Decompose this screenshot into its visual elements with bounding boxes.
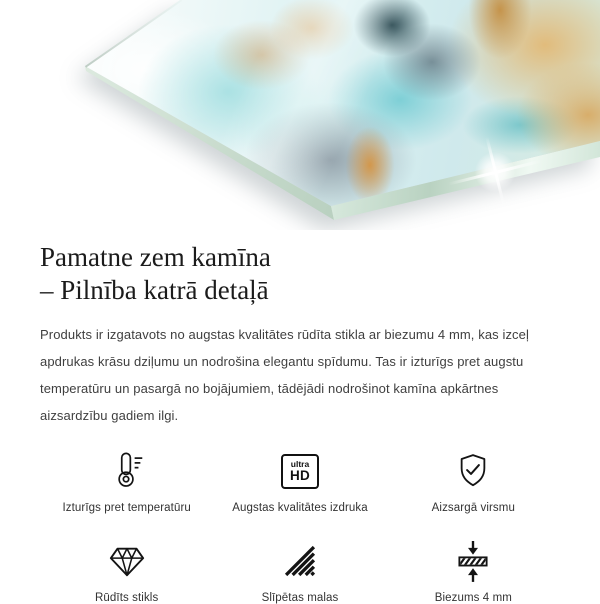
feature-polished-edges	[213, 539, 386, 604]
beveled-edges-icon	[282, 539, 318, 583]
diamond-icon-svg	[105, 542, 149, 580]
feature-label: Biezums 4 mm	[434, 592, 512, 604]
page-title-line2: – Pilnība katrā detaļā	[40, 275, 269, 305]
page-title	[40, 241, 560, 307]
feature-thickness	[387, 539, 560, 604]
feature-label: Augstas kvalitātes izdruka	[232, 502, 368, 514]
ultra-hd-icon	[281, 449, 319, 493]
hero-product-image	[0, 0, 600, 230]
thickness-icon-svg	[453, 539, 493, 583]
feature-label: Aizsargā virsmu	[431, 502, 515, 514]
feature-label: Rūdīts stikls	[95, 592, 159, 604]
feature-label: Slīpētas malas	[261, 592, 339, 604]
shield-check-icon-svg	[453, 451, 493, 491]
product-description: Produkts ir izgatavots no augstas kvalitātes rūdīta stikla ar biezumu 4 mm, kas izceļ apdrukas krāsu dziļumu un nodrošina elegantu spīdumu. Tas ir izturīgs pret augstu temperatūru un pasargā no bojājumiem, tādējādi nodrošinot kamīna apkārtnes aizsardzību gadiem ilgi.	[40, 327, 529, 423]
ultra-hd-icon-text-top: ultra	[290, 459, 310, 469]
feature-print-quality	[213, 449, 386, 514]
diamond-icon	[105, 539, 149, 583]
beveled-edges-icon-svg	[282, 543, 318, 579]
shield-check-icon	[453, 449, 493, 493]
thermometer-icon	[106, 449, 148, 493]
ultra-hd-icon-text-bottom: HD	[290, 468, 310, 483]
feature-surface-protection	[387, 449, 560, 514]
features-grid	[40, 449, 560, 604]
thermometer-icon-svg	[106, 450, 148, 492]
feature-temperature	[40, 449, 213, 514]
feature-tempered-glass	[40, 539, 213, 604]
product-info-section	[0, 241, 600, 604]
page-title-line1: Pamatne zem kamīna	[40, 242, 271, 272]
thickness-icon	[453, 539, 493, 583]
feature-label: Izturīgs pret temperatūru	[62, 502, 191, 514]
